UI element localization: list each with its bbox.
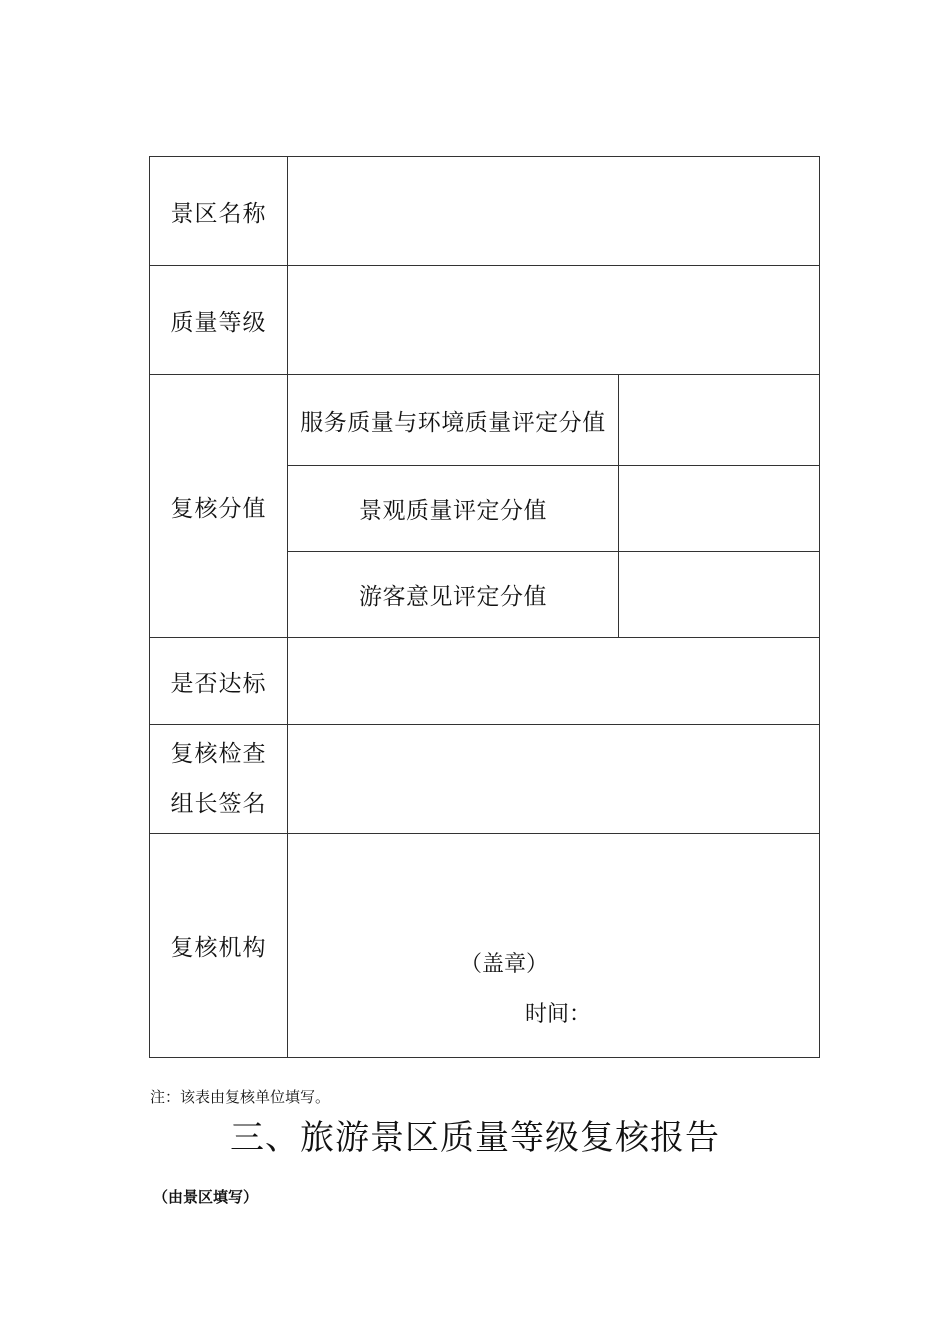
scenic-name-field[interactable] (288, 157, 820, 266)
visitor-opinion-score-label: 游客意见评定分值 (288, 552, 619, 638)
section-heading: 三、旅游景区质量等级复核报告 (230, 1118, 720, 1158)
meets-standard-label: 是否达标 (150, 638, 288, 725)
leader-signature-field[interactable] (288, 725, 820, 834)
row-quality-grade (150, 266, 820, 375)
quality-grade-field[interactable] (288, 266, 820, 375)
quality-grade-label: 质量等级 (150, 266, 288, 375)
review-form-table (149, 156, 820, 1058)
landscape-score-field[interactable] (619, 466, 820, 552)
review-org-field[interactable] (288, 834, 820, 1058)
service-env-score-field[interactable] (619, 375, 820, 466)
visitor-opinion-score-field[interactable] (619, 552, 820, 638)
time-label: 时间： (525, 1002, 592, 1027)
scenic-name-label: 景区名称 (150, 157, 288, 266)
form-note: 注：该表由复核单位填写。 (150, 1088, 331, 1106)
service-env-score-label: 服务质量与环境质量评定分值 (288, 375, 619, 466)
leader-signature-label (150, 725, 288, 834)
seal-text: （盖章） (460, 952, 549, 977)
row-meets-standard (150, 638, 820, 725)
landscape-score-label: 景观质量评定分值 (288, 466, 619, 552)
leader-signature-label-line1: 复核检查 (170, 741, 267, 767)
meets-standard-field[interactable] (288, 638, 820, 725)
leader-signature-label-line2: 组长签名 (170, 791, 267, 817)
row-leader-signature (150, 725, 820, 834)
row-review-org (150, 834, 820, 1058)
row-review-score-service (150, 375, 820, 466)
review-org-label: 复核机构 (150, 834, 288, 1058)
row-scenic-name (150, 157, 820, 266)
section-subheading: （由景区填写） (153, 1188, 259, 1206)
review-score-label: 复核分值 (150, 375, 288, 638)
